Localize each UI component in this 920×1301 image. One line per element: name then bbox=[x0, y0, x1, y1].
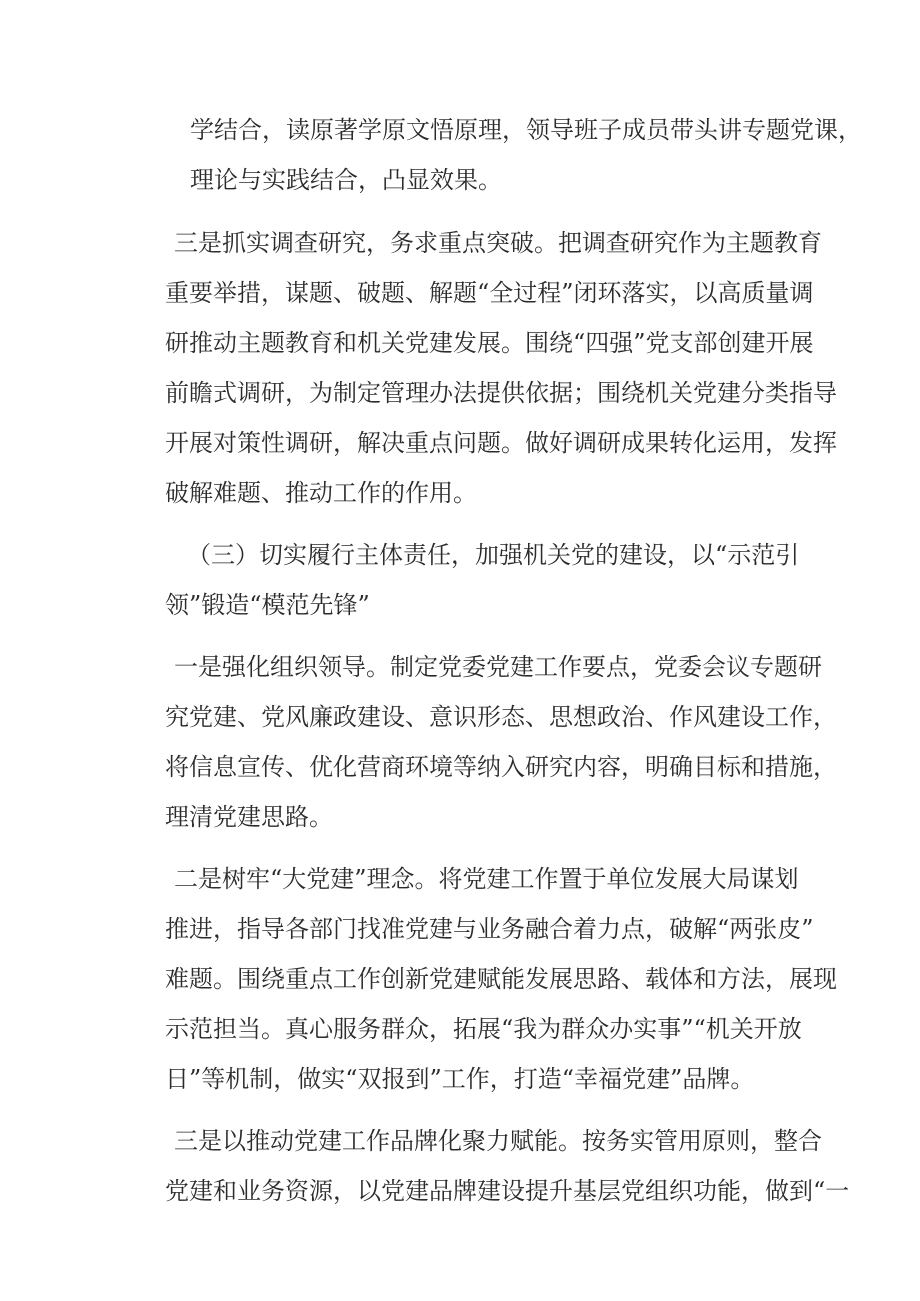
text-line: 二是树牢“大党建”理念。将党建工作置于单位发展大局谋划 bbox=[174, 865, 799, 893]
text-line: 日”等机制，做实“双报到”工作，打造“幸福党建”品牌。 bbox=[165, 1065, 755, 1093]
text-line: 党建和业务资源，以党建品牌建设提升基层党组织功能，做到“一 bbox=[165, 1177, 850, 1205]
text-line: 难题。围绕重点工作创新党建赋能发展思路、载体和方法，展现 bbox=[165, 965, 837, 993]
text-line: 理清党建思路。 bbox=[165, 803, 333, 831]
text-line: 学结合，读原著学原文悟原理，领导班子成员带头讲专题党课， bbox=[190, 116, 862, 144]
heading-line: 领”锻造“模范先锋” bbox=[165, 591, 370, 619]
text-line: 将信息宣传、优化营商环境等纳入研究内容，明确目标和措施， bbox=[165, 753, 837, 781]
text-line: 三是以推动党建工作品牌化聚力赋能。按务实管用原则，整合 bbox=[174, 1127, 822, 1155]
heading-line: （三）切实履行主体责任，加强机关党的建设，以“示范引 bbox=[187, 541, 800, 569]
text-line: 一是强化组织领导。制定党委党建工作要点，党委会议专题研 bbox=[174, 653, 822, 681]
text-line: 开展对策性调研，解决重点问题。做好调研成果转化运用，发挥 bbox=[165, 429, 837, 457]
text-line: 究党建、党风廉政建设、意识形态、思想政治、作风建设工作， bbox=[165, 703, 837, 731]
text-line: 推进，指导各部门找准党建与业务融合着力点，破解“两张皮” bbox=[165, 915, 814, 943]
text-line: 重要举措，谋题、破题、解题“全过程”闭环落实，以高质量调 bbox=[165, 279, 814, 307]
text-line: 三是抓实调查研究，务求重点突破。把调查研究作为主题教育 bbox=[174, 229, 822, 257]
text-line: 示范担当。真心服务群众，拓展“我为群众办实事”“机关开放 bbox=[165, 1015, 802, 1043]
text-line: 前瞻式调研，为制定管理办法提供依据；围绕机关党建分类指导 bbox=[165, 379, 837, 407]
text-line: 理论与实践结合，凸显效果。 bbox=[190, 166, 502, 194]
text-line: 破解难题、推动工作的作用。 bbox=[165, 479, 477, 507]
text-line: 研推动主题教育和机关党建发展。围绕“四强”党支部创建开展 bbox=[165, 329, 814, 357]
